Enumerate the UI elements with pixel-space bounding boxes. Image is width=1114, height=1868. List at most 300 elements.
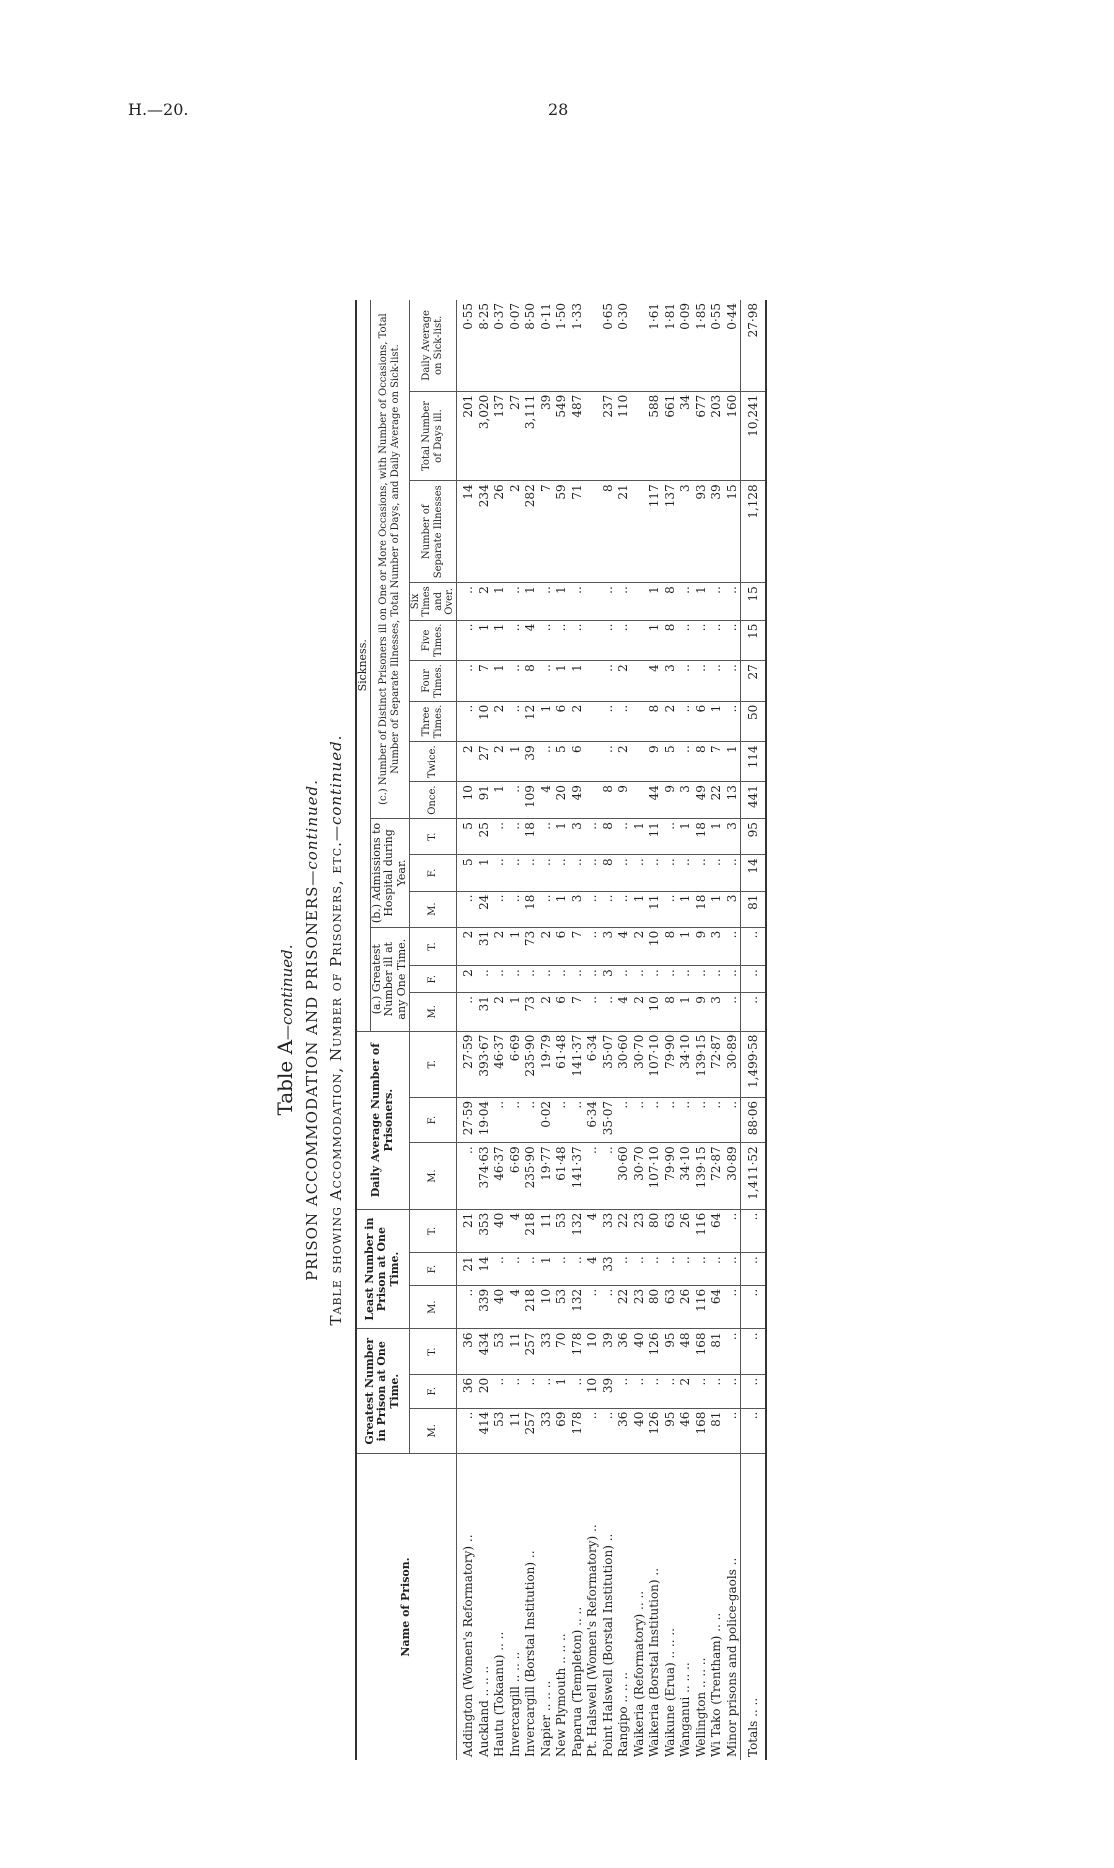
value-cell: 19·04 (476, 1097, 492, 1142)
value-cell: 6·69 (507, 1143, 523, 1209)
separate-illnesses-cell: 234 (476, 481, 492, 583)
value-cell: 1 (538, 1253, 554, 1286)
sickness-header: Sickness. (356, 300, 370, 1031)
occasions-cell: .. (724, 620, 740, 661)
value-cell: .. (507, 1097, 523, 1142)
value-cell: .. (492, 1253, 508, 1286)
value-cell: .. (538, 1374, 554, 1408)
value-cell: 63 (662, 1209, 678, 1253)
days-ill-cell: 677 (693, 391, 709, 481)
value-cell: .. (647, 1374, 663, 1408)
value-cell: 79·90 (662, 1031, 678, 1097)
prison-sickness-table (355, 300, 767, 1760)
separate-illnesses-cell: 59 (554, 481, 570, 583)
value-cell: 63 (662, 1285, 678, 1329)
admissions-header: (b.) Admissions to Hospital during Year. (370, 819, 409, 928)
occasions-cell: 5 (554, 742, 570, 782)
value-cell: .. (569, 1374, 585, 1408)
occasions-cell: 9 (662, 782, 678, 819)
occasions-cell: 8 (647, 701, 663, 742)
value-cell: 36 (456, 1374, 476, 1408)
value-cell: .. (740, 1374, 766, 1408)
value-cell: .. (616, 1097, 632, 1142)
value-cell: 2 (538, 927, 554, 965)
occasions-cell (631, 701, 647, 742)
table-row (456, 300, 476, 1760)
value-cell: .. (740, 966, 766, 993)
least-number-header: Least Number in Prison at One Time. (356, 1209, 409, 1329)
value-cell: .. (724, 993, 740, 1031)
value-cell: .. (492, 1097, 508, 1142)
value-cell: .. (740, 1253, 766, 1286)
occasions-cell: 4 (538, 782, 554, 819)
value-cell: .. (616, 966, 632, 993)
value-cell: .. (569, 1253, 585, 1286)
occasions-cell: 8 (693, 742, 709, 782)
occasions-cell: 39 (523, 742, 539, 782)
rotated-table-page (105, 270, 1005, 1790)
table-row (523, 300, 539, 1760)
value-cell: 6·34 (585, 1031, 601, 1097)
occasions-cell: 1 (647, 620, 663, 661)
value-cell: .. (631, 855, 647, 891)
occasions-cell: .. (538, 661, 554, 702)
adm-m-header: M. (409, 891, 456, 927)
value-cell: 2 (631, 993, 647, 1031)
prison-name-cell: Auckland .. .. .. (476, 1665, 491, 1757)
value-cell: .. (538, 855, 554, 891)
value-cell: 30·60 (616, 1031, 632, 1097)
value-cell: 1 (554, 891, 570, 927)
table-row (538, 300, 554, 1760)
days-ill-cell (631, 391, 647, 481)
value-cell: 3 (709, 993, 725, 1031)
occasions-cell: 49 (693, 782, 709, 819)
twice-header: Twice. (409, 742, 456, 782)
value-cell: 30·70 (631, 1143, 647, 1209)
occasions-cell: .. (600, 661, 616, 702)
value-cell: 30·89 (724, 1143, 740, 1209)
value-cell: .. (538, 819, 554, 855)
value-cell: 3 (600, 966, 616, 993)
separate-illnesses-cell: 26 (492, 481, 508, 583)
prison-name-cell: Wanganui .. .. .. (678, 1662, 693, 1757)
value-cell: 30·70 (631, 1031, 647, 1097)
value-cell: .. (456, 993, 476, 1031)
adm-t-header: T. (409, 819, 456, 855)
days-ill-cell: 487 (569, 391, 585, 481)
value-cell: 27·59 (456, 1097, 476, 1142)
occasions-cell: 2 (476, 583, 492, 620)
value-cell: .. (585, 1285, 601, 1329)
occasions-cell: .. (456, 583, 476, 620)
value-cell: 22 (616, 1209, 632, 1253)
value-cell: 132 (569, 1209, 585, 1253)
table-row (631, 300, 647, 1760)
occasions-cell: .. (616, 583, 632, 620)
value-cell: 414 (476, 1408, 492, 1453)
totals-row (740, 300, 766, 1760)
occasions-cell: .. (507, 782, 523, 819)
value-cell: 2 (456, 927, 476, 965)
value-cell: 53 (554, 1285, 570, 1329)
value-cell: 1 (554, 819, 570, 855)
value-cell: .. (538, 966, 554, 993)
occasions-cell: 1 (538, 701, 554, 742)
prison-name-cell: Waikeria (Borstal Institution) .. (647, 1567, 662, 1757)
value-cell: 126 (647, 1408, 663, 1453)
value-cell: 61·48 (554, 1031, 570, 1097)
value-cell: 9 (693, 993, 709, 1031)
value-cell: 18 (693, 891, 709, 927)
occasions-cell (631, 583, 647, 620)
value-cell: 1,499·58 (740, 1031, 766, 1097)
days-ill-cell: 203 (709, 391, 725, 481)
daily-f-header: F. (409, 1097, 456, 1142)
occasions-cell (585, 620, 601, 661)
value-cell: 141·37 (569, 1143, 585, 1209)
value-cell: 18 (523, 819, 539, 855)
value-cell: 35·07 (600, 1031, 616, 1097)
occasions-cell: .. (678, 742, 694, 782)
value-cell: .. (585, 993, 601, 1031)
occasions-cell: 49 (569, 782, 585, 819)
daily-average-sick-cell: 8·50 (523, 300, 539, 391)
occasions-cell: 2 (662, 701, 678, 742)
occasions-cell: .. (678, 620, 694, 661)
occasions-cell (585, 583, 601, 620)
value-cell: .. (616, 1374, 632, 1408)
occasions-cell: .. (724, 701, 740, 742)
value-cell: 95 (662, 1408, 678, 1453)
value-cell: 7 (569, 993, 585, 1031)
occasions-cell: .. (507, 583, 523, 620)
occasions-cell: 2 (492, 742, 508, 782)
value-cell: .. (662, 1374, 678, 1408)
days-ill-header: Total Number of Days ill. (409, 391, 456, 481)
daily-average-sick-cell: 0·09 (678, 300, 694, 391)
occasions-cell: .. (538, 583, 554, 620)
greatest-f-header: F. (409, 1374, 456, 1408)
value-cell: 6·69 (507, 1031, 523, 1097)
occasions-cell: 22 (709, 782, 725, 819)
value-cell: .. (616, 855, 632, 891)
value-cell: .. (631, 1374, 647, 1408)
separate-illnesses-cell: 93 (693, 481, 709, 583)
value-cell: .. (523, 1097, 539, 1142)
occasions-cell: 12 (523, 701, 539, 742)
value-cell: 11 (647, 891, 663, 927)
value-cell: 178 (569, 1408, 585, 1453)
value-cell: 53 (492, 1329, 508, 1374)
value-cell: .. (585, 1143, 601, 1209)
value-cell: .. (507, 1253, 523, 1286)
occasions-cell (585, 701, 601, 742)
ill-m-header: M. (409, 993, 456, 1031)
value-cell: 10 (538, 1285, 554, 1329)
table-heading (303, 270, 321, 1790)
value-cell: .. (456, 891, 476, 927)
value-cell: .. (554, 855, 570, 891)
value-cell: 24 (476, 891, 492, 927)
value-cell: .. (693, 1253, 709, 1286)
occasions-cell (631, 742, 647, 782)
separate-illnesses-cell: 14 (456, 481, 476, 583)
daily-average-sick-cell: 0·30 (616, 300, 632, 391)
occasions-cell: 1 (507, 742, 523, 782)
prison-name-cell: Invercargill .. .. .. (507, 1651, 522, 1757)
occasions-cell: 2 (569, 701, 585, 742)
value-cell: 11 (647, 819, 663, 855)
daily-average-sick-cell: 0·11 (538, 300, 554, 391)
occasions-cell: 6 (693, 701, 709, 742)
value-cell: 7 (569, 927, 585, 965)
prison-name-cell: Waikeria (Reformatory) .. .. (631, 1590, 646, 1757)
prison-name-cell: Napier .. .. .. (538, 1680, 553, 1757)
value-cell: 53 (492, 1408, 508, 1453)
value-cell: 2 (456, 966, 476, 993)
days-ill-cell: 39 (538, 391, 554, 481)
value-cell: .. (492, 1374, 508, 1408)
days-ill-cell: 34 (678, 391, 694, 481)
value-cell: 6·34 (585, 1097, 601, 1142)
value-cell: .. (631, 1253, 647, 1286)
table-label-continued: —continued. (278, 944, 296, 1040)
occasions-cell: .. (600, 620, 616, 661)
value-cell: 2 (538, 993, 554, 1031)
value-cell: .. (724, 1209, 740, 1253)
prison-name-cell: Wellington .. .. .. (693, 1657, 708, 1757)
value-cell: .. (456, 1285, 476, 1329)
value-cell: 48 (678, 1329, 694, 1374)
value-cell: 6 (554, 927, 570, 965)
occasions-cell: 6 (554, 701, 570, 742)
occasions-cell: 1 (492, 661, 508, 702)
value-cell: 3 (569, 819, 585, 855)
prison-name-cell: Addington (Women's Reformatory) .. (461, 1534, 476, 1757)
daily-average-sick-cell: 1·81 (662, 300, 678, 391)
occasions-cell: 1 (554, 661, 570, 702)
value-cell: 14 (476, 1253, 492, 1286)
days-ill-cell: 27 (507, 391, 523, 481)
occasions-cell: .. (507, 661, 523, 702)
days-ill-cell: 10,241 (740, 391, 766, 481)
value-cell: .. (616, 819, 632, 855)
days-ill-cell: 137 (492, 391, 508, 481)
value-cell: .. (709, 1253, 725, 1286)
value-cell: 73 (523, 927, 539, 965)
occasions-cell: .. (724, 661, 740, 702)
value-cell: 61·48 (554, 1143, 570, 1209)
daily-average-sick-cell: 0·65 (600, 300, 616, 391)
value-cell: 107·10 (647, 1143, 663, 1209)
value-cell: 69 (554, 1408, 570, 1453)
value-cell: 178 (569, 1329, 585, 1374)
value-cell: 46 (678, 1408, 694, 1453)
value-cell: .. (740, 1329, 766, 1374)
value-cell: 235·90 (523, 1031, 539, 1097)
separate-illnesses-cell: 39 (709, 481, 725, 583)
value-cell: 26 (678, 1209, 694, 1253)
value-cell: 393·67 (476, 1031, 492, 1097)
value-cell: 10 (647, 927, 663, 965)
value-cell: 36 (616, 1408, 632, 1453)
value-cell: 31 (476, 993, 492, 1031)
value-cell: 257 (523, 1329, 539, 1374)
value-cell: .. (724, 1253, 740, 1286)
value-cell: 4 (585, 1253, 601, 1286)
value-cell: .. (693, 966, 709, 993)
value-cell: 3 (724, 891, 740, 927)
value-cell: 3 (709, 927, 725, 965)
occasions-cell: 1 (492, 583, 508, 620)
days-ill-cell: 237 (600, 391, 616, 481)
occasions-cell: .. (456, 661, 476, 702)
occasions-cell: 7 (476, 661, 492, 702)
occasions-cell: 27 (476, 742, 492, 782)
value-cell: 2 (678, 1374, 694, 1408)
value-cell: 1 (507, 993, 523, 1031)
value-cell: 1 (476, 855, 492, 891)
prison-name-cell: Pt. Halswell (Women's Reformatory) .. (585, 1524, 600, 1757)
value-cell: 88·06 (740, 1097, 766, 1142)
value-cell: 11 (507, 1329, 523, 1374)
occasions-cell: .. (678, 701, 694, 742)
value-cell: .. (585, 1408, 601, 1453)
occasions-cell: 1 (492, 620, 508, 661)
occasions-cell: 3 (678, 782, 694, 819)
daily-average-sick-cell: 1·50 (554, 300, 570, 391)
occasions-cell (631, 661, 647, 702)
value-cell: 80 (647, 1209, 663, 1253)
occasions-cell: 1 (724, 742, 740, 782)
value-cell: .. (678, 966, 694, 993)
value-cell: 70 (554, 1329, 570, 1374)
value-cell: 107·10 (647, 1031, 663, 1097)
table-body (456, 300, 766, 1760)
occasions-cell: 8 (662, 620, 678, 661)
value-cell: 2 (631, 927, 647, 965)
value-cell: .. (631, 966, 647, 993)
value-cell: .. (740, 1209, 766, 1253)
ill-t-header: T. (409, 927, 456, 965)
value-cell: .. (678, 855, 694, 891)
occasions-cell: .. (554, 620, 570, 661)
value-cell: .. (456, 1143, 476, 1209)
occasions-cell: 4 (647, 661, 663, 702)
value-cell: 72·87 (709, 1143, 725, 1209)
value-cell: .. (724, 1408, 740, 1453)
days-ill-cell: 549 (554, 391, 570, 481)
daily-average-sick-cell: 1·61 (647, 300, 663, 391)
value-cell: .. (662, 819, 678, 855)
value-cell: 339 (476, 1285, 492, 1329)
days-ill-cell (585, 391, 601, 481)
occasions-cell: 91 (476, 782, 492, 819)
value-cell: 116 (693, 1285, 709, 1329)
daily-average-sick-cell: 0·55 (709, 300, 725, 391)
value-cell: .. (492, 819, 508, 855)
value-cell: 1 (631, 891, 647, 927)
table-row (662, 300, 678, 1760)
value-cell: 10 (647, 993, 663, 1031)
occasions-cell: .. (600, 583, 616, 620)
daily-average-sick-cell: 0·37 (492, 300, 508, 391)
separate-illnesses-cell: 7 (538, 481, 554, 583)
occasions-cell: .. (709, 620, 725, 661)
occasions-cell: .. (678, 661, 694, 702)
occasions-cell: .. (456, 701, 476, 742)
value-cell: 257 (523, 1408, 539, 1453)
once-header: Once. (409, 782, 456, 819)
value-cell: .. (523, 1374, 539, 1408)
value-cell: .. (600, 1408, 616, 1453)
four-times-header: Four Times. (409, 661, 456, 702)
occasions-cell: 27 (740, 661, 766, 702)
separate-illnesses-cell: 1,128 (740, 481, 766, 583)
heading-text: PRISON ACCOMMODATION AND PRISONERS (303, 885, 321, 1281)
occasions-cell: 1 (693, 583, 709, 620)
occasions-cell: 9 (616, 782, 632, 819)
value-cell: .. (507, 819, 523, 855)
table-row (476, 300, 492, 1760)
table-row (569, 300, 585, 1760)
value-cell: .. (585, 819, 601, 855)
prison-name-cell: Point Halswell (Borstal Institution) .. (600, 1533, 615, 1757)
occasions-cell: 10 (456, 782, 476, 819)
value-cell: 40 (492, 1285, 508, 1329)
value-cell: 5 (456, 819, 476, 855)
separate-illnesses-cell: 71 (569, 481, 585, 583)
occasions-cell: 1 (647, 583, 663, 620)
days-ill-cell: 110 (616, 391, 632, 481)
occasions-cell: .. (724, 583, 740, 620)
value-cell: .. (647, 966, 663, 993)
value-cell: 81 (740, 891, 766, 927)
value-cell: 34·10 (678, 1031, 694, 1097)
value-cell: 168 (693, 1408, 709, 1453)
value-cell: 1 (678, 927, 694, 965)
occasions-cell: 1 (492, 782, 508, 819)
value-cell: .. (724, 966, 740, 993)
value-cell: 64 (709, 1209, 725, 1253)
occasions-cell: 6 (569, 742, 585, 782)
value-cell: 40 (631, 1408, 647, 1453)
least-m-header: M. (409, 1285, 456, 1329)
value-cell: .. (507, 966, 523, 993)
value-cell: 141·37 (569, 1031, 585, 1097)
value-cell: 5 (456, 855, 476, 891)
value-cell: .. (585, 891, 601, 927)
value-cell: .. (507, 891, 523, 927)
separate-illnesses-header: Number of Separate Illnesses (409, 481, 456, 583)
value-cell: .. (724, 1329, 740, 1374)
separate-illnesses-cell: 282 (523, 481, 539, 583)
value-cell: .. (616, 891, 632, 927)
value-cell: .. (456, 1408, 476, 1453)
daily-average-sick-cell (631, 300, 647, 391)
value-cell: 168 (693, 1329, 709, 1374)
value-cell: .. (523, 855, 539, 891)
value-cell: .. (709, 1097, 725, 1142)
value-cell: 18 (693, 819, 709, 855)
occasions-cell: 15 (740, 583, 766, 620)
days-ill-cell: 588 (647, 391, 663, 481)
value-cell: 1 (507, 927, 523, 965)
value-cell: 18 (523, 891, 539, 927)
three-times-header: Three Times. (409, 701, 456, 742)
value-cell: 36 (616, 1329, 632, 1374)
